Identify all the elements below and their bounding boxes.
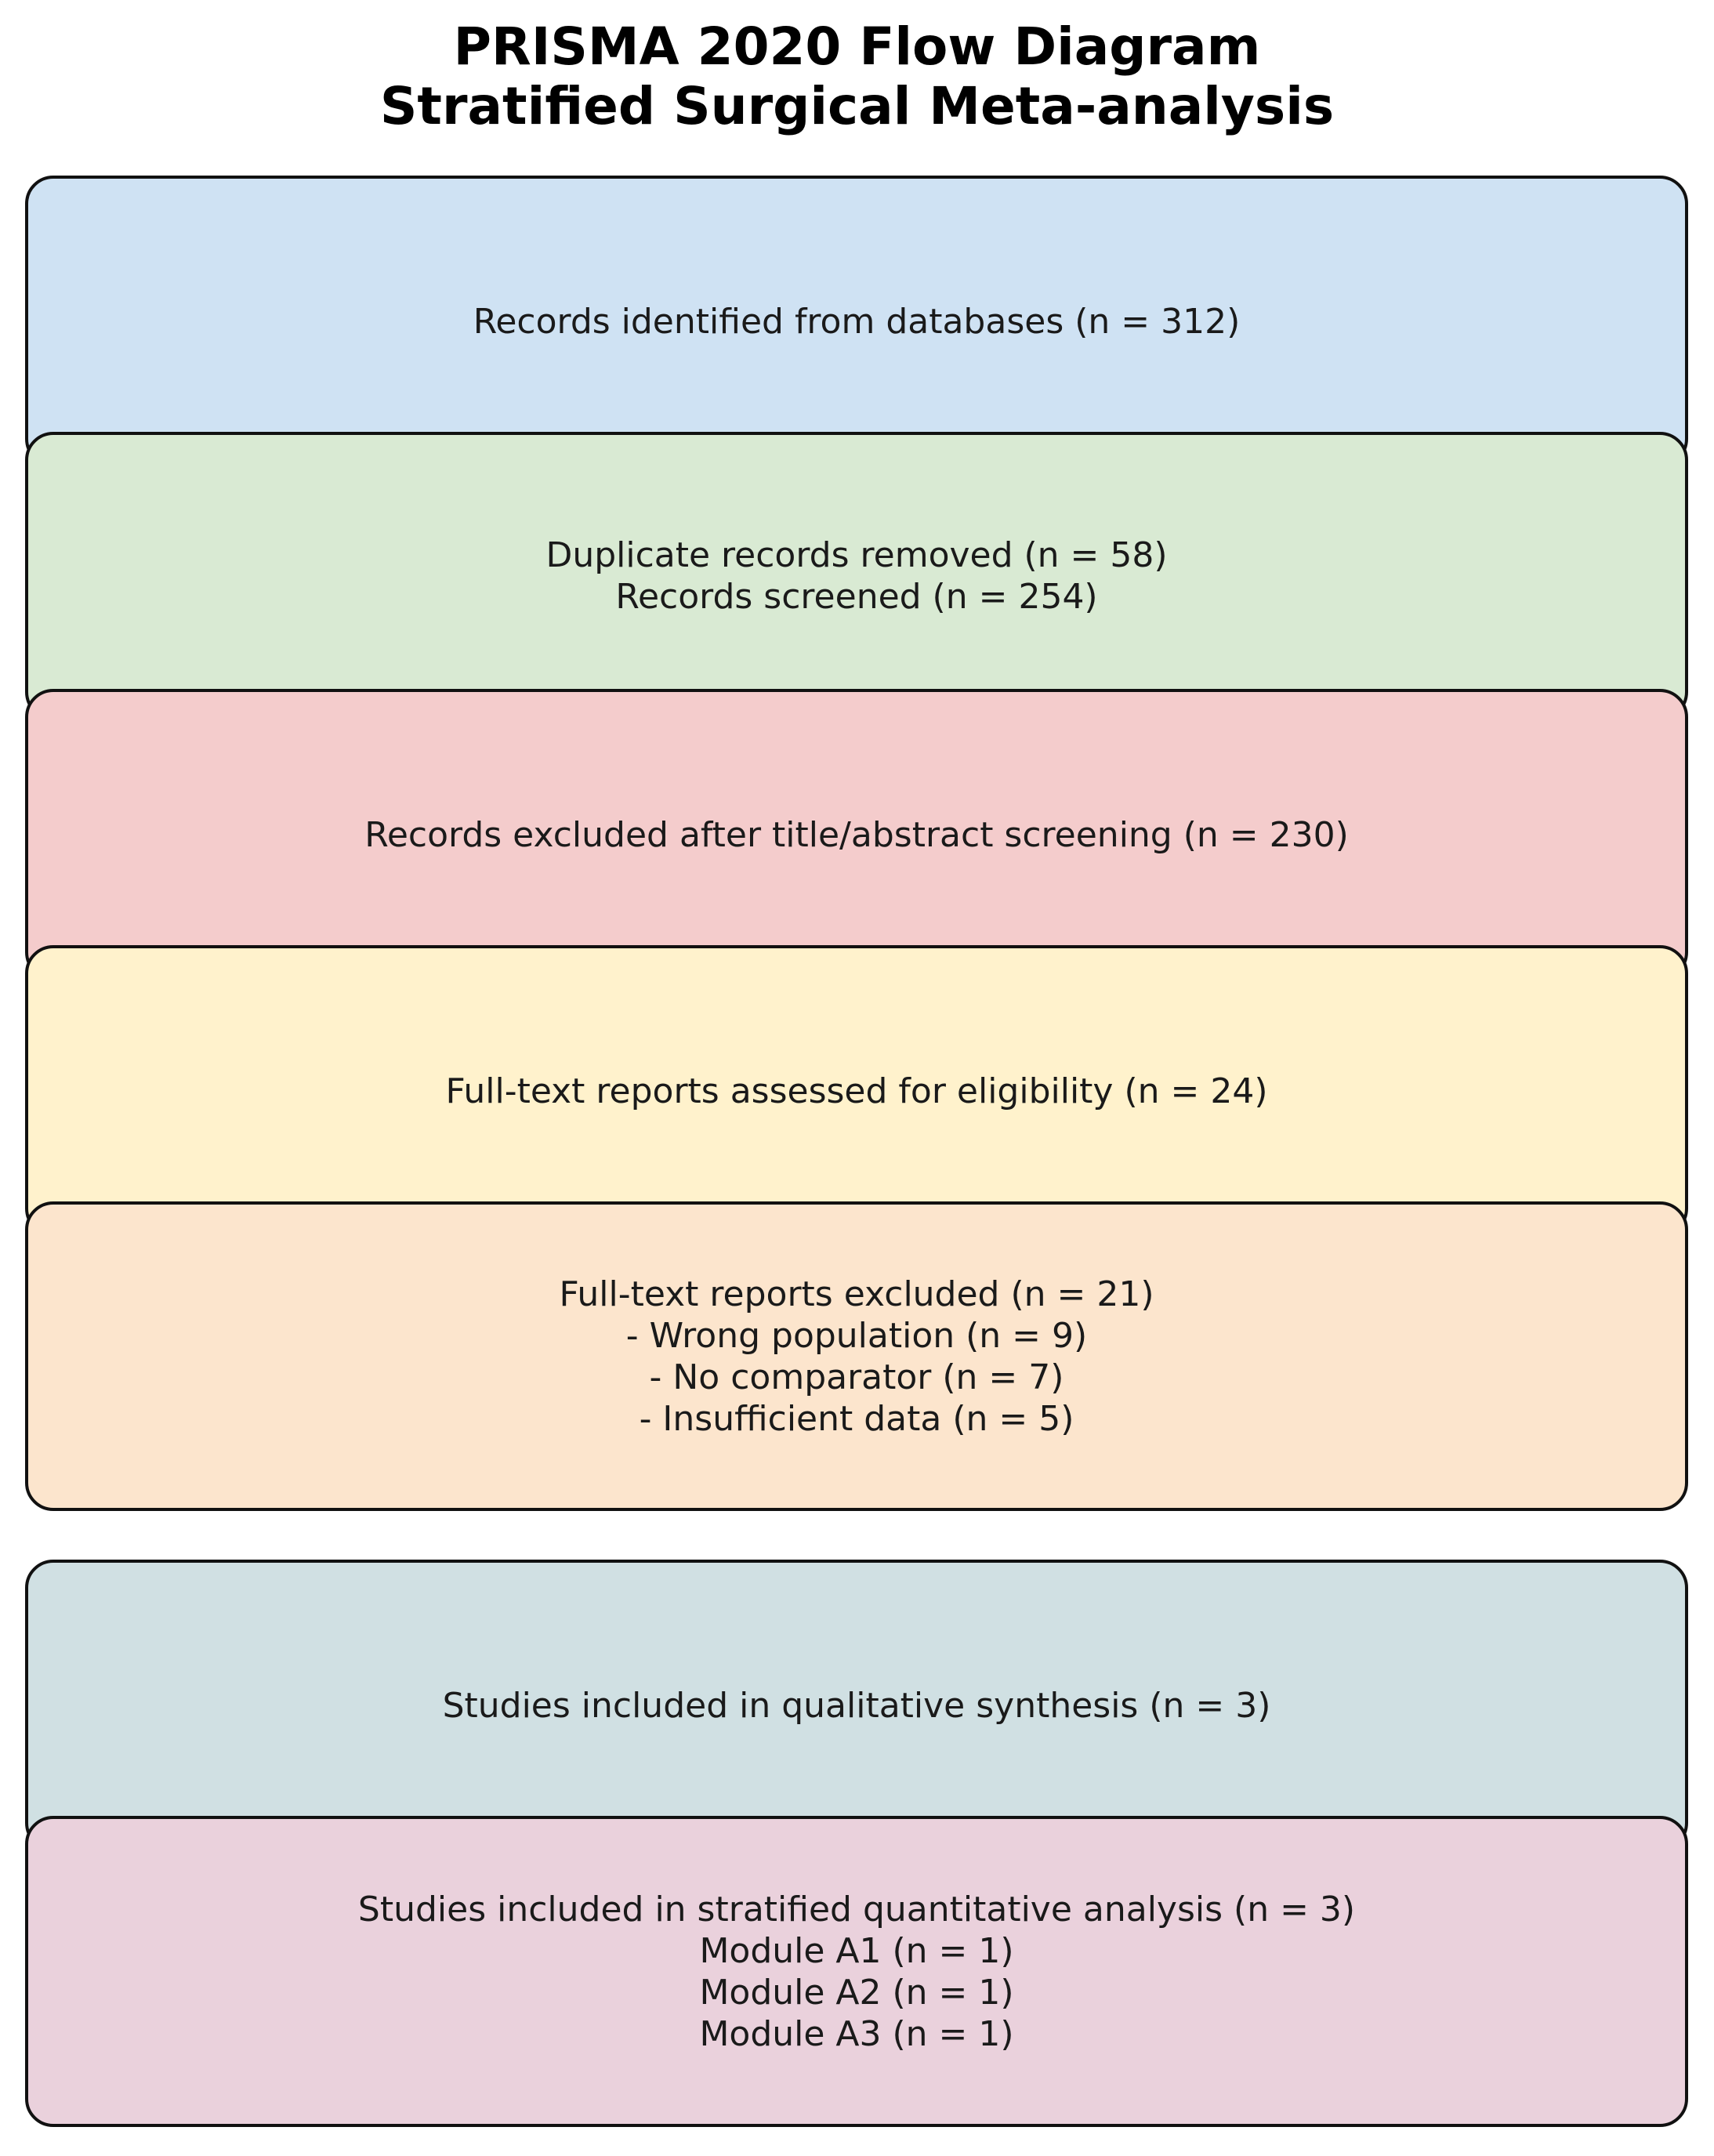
diagram-title-line-2: Stratified Surgical Meta-analysis — [379, 76, 1335, 136]
qualitative-synthesis-box — [25, 1560, 1688, 1851]
records-excluded-box — [25, 689, 1688, 980]
fulltext-excluded-box-text — [559, 1274, 1154, 1440]
module-a1-line: Module A1 (n = 1) — [699, 1930, 1014, 1971]
diagram-title-line-1: PRISMA 2020 Flow Diagram — [453, 16, 1261, 77]
no-comparator-line: - No comparator (n = 7) — [649, 1357, 1064, 1397]
wrong-population-line: - Wrong population (n = 9) — [625, 1315, 1088, 1356]
records-screened-line: Records screened (n = 254) — [615, 577, 1098, 617]
identification-box — [25, 176, 1688, 467]
eligibility-box-text — [445, 1071, 1267, 1112]
qualitative-synthesis-box-text — [443, 1685, 1271, 1727]
records-excluded-line: Records excluded after title/abstract screening (n = 230) — [364, 814, 1349, 855]
screening-box-text — [545, 534, 1167, 618]
screening-box — [25, 432, 1688, 720]
quantitative-analysis-box — [25, 1816, 1688, 2127]
quantitative-analysis-box-text — [358, 1889, 1355, 2055]
duplicates-removed-line: Duplicate records removed (n = 58) — [545, 535, 1168, 575]
module-a2-line: Module A2 (n = 1) — [699, 1972, 1014, 2013]
diagram-title — [0, 17, 1714, 136]
eligibility-assessed-line: Full-text reports assessed for eligibility (n = 24) — [445, 1071, 1268, 1111]
identification-box-text — [473, 301, 1241, 342]
qualitative-synthesis-line: Studies included in qualitative synthesis (n = 3) — [442, 1685, 1271, 1726]
fulltext-excluded-line: Full-text reports excluded (n = 21) — [559, 1274, 1154, 1314]
eligibility-box — [25, 945, 1688, 1237]
fulltext-excluded-box — [25, 1201, 1688, 1511]
identification-records-line: Records identified from databases (n = 312) — [473, 301, 1241, 342]
quantitative-analysis-line: Studies included in stratified quantitative analysis (n = 3) — [357, 1889, 1356, 1930]
module-a3-line: Module A3 (n = 1) — [699, 2013, 1014, 2054]
insufficient-data-line: - Insufficient data (n = 5) — [639, 1398, 1074, 1439]
records-excluded-box-text — [364, 814, 1349, 856]
